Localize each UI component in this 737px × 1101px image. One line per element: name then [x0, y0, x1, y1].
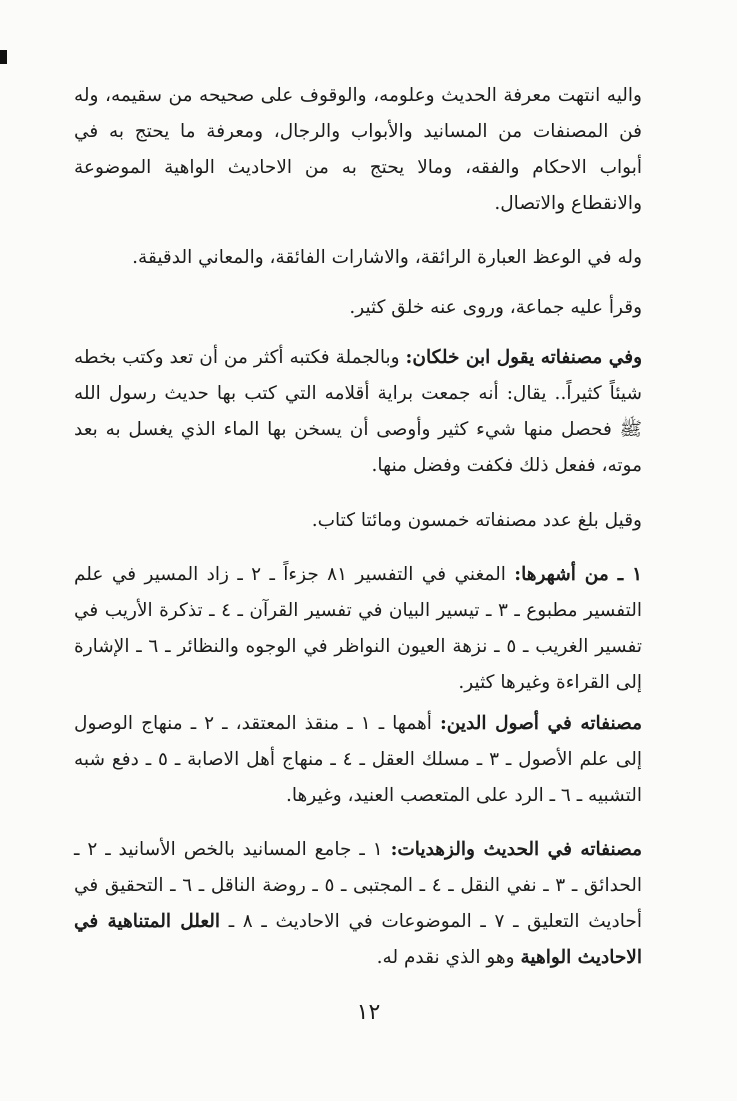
book-title-ilal: العلل المتناهية في الاحاديث الواهية — [74, 911, 642, 968]
paragraph-usul-works — [74, 706, 670, 814]
paragraph-body: أهمها ـ ١ ـ منقذ المعتقد، ـ ٢ ـ منهاج الوصول إلى علم الأصول ـ ٣ ـ مسلك العقل ـ ٤ ـ منهاج أهل الاصابة ـ ٥ ـ دفع شبه التشبيه ـ ٦ ـ الرد على المتعصب العنيد، وغيرها. — [74, 713, 643, 806]
paragraph-body: ١ ـ جامع المسانيد بالخص الأسانيد ـ ٢ ـ الحدائق ـ ٣ ـ نفي النقل ـ ٤ ـ المجتبى ـ ٥ ـ روضة الناقل ـ ٦ ـ التحقيق في أحاديث التعليق ـ ٧ ـ الموضوعات في الاحاديث ـ ٨ ـ — [74, 839, 643, 932]
paragraph-text — [74, 832, 642, 976]
paragraph-heading: مصنفاته في الحديث والزهديات: — [390, 839, 643, 860]
paragraph-famous-works — [74, 557, 670, 701]
paragraph-text: وقرأ عليه جماعة، وروى عنه خلق كثير. — [349, 297, 642, 318]
paragraph-body: وبالجملة فكتبه أكثر من أن تعد وكتب بخطه شيئاً كثيراً.. يقال: أنه جمعت براية أقلامه التي كتب بها حديث رسول الله ﷺ فحصل منها شيء كثير وأوصى أن يسخن بها الماء الذي يغسل به بعد موته، ففعل ذلك فكفت وفضل منها. — [74, 347, 642, 476]
paragraph-ibn-khallikan — [74, 340, 670, 484]
paragraph-heading: وفي مصنفاته يقول ابن خلكان: — [405, 347, 643, 368]
paragraph-text — [74, 706, 642, 814]
page-number: ١٢ — [356, 1000, 381, 1025]
paragraph-heading: مصنفاته في أصول الدين: — [439, 713, 642, 734]
paragraph-hadith-knowledge — [74, 78, 670, 222]
paragraph-text — [74, 340, 642, 484]
paragraph-text: واليه انتهت معرفة الحديث وعلومه، والوقوف على صحيحه من سقيمه، وله فن المصنفات من المسانيد والأبواب والرجال، ومعرفة ما يحتج به في أبواب الاحكام والفقه، ومالا يحتج به من الاحاديث الواهية الموضوعة والانقطاع والاتصال. — [74, 85, 642, 214]
paragraph-students — [74, 290, 670, 326]
paragraph-works-count — [74, 503, 670, 539]
page-edge-mark — [0, 50, 7, 64]
paragraph-text: وقيل بلغ عدد مصنفاته خمسون ومائتا كتاب. — [311, 510, 642, 531]
paragraph-heading: ١ ـ من أشهرها: — [514, 564, 643, 585]
paragraph-body: المغني في التفسير ٨١ جزءاً ـ ٢ ـ زاد المسير في علم التفسير مطبوع ـ ٣ ـ تيسير البيان في تفسير القرآن ـ ٤ ـ تذكرة الأريب في تفسير الغريب ـ ٥ ـ نزهة العيون النواظر في الوجوه والنظائر ـ ٦ ـ الإشارة إلى القراءة وغيرها كثير. — [74, 564, 642, 693]
paragraph-hadith-works — [74, 832, 670, 976]
paragraph-text: وله في الوعظ العبارة الرائقة، والاشارات الفائقة، والمعاني الدقيقة. — [132, 247, 642, 268]
paragraph-text — [74, 557, 642, 701]
paragraph-body-end: وهو الذي نقدم له. — [376, 947, 521, 968]
paragraph-preaching — [74, 240, 670, 276]
